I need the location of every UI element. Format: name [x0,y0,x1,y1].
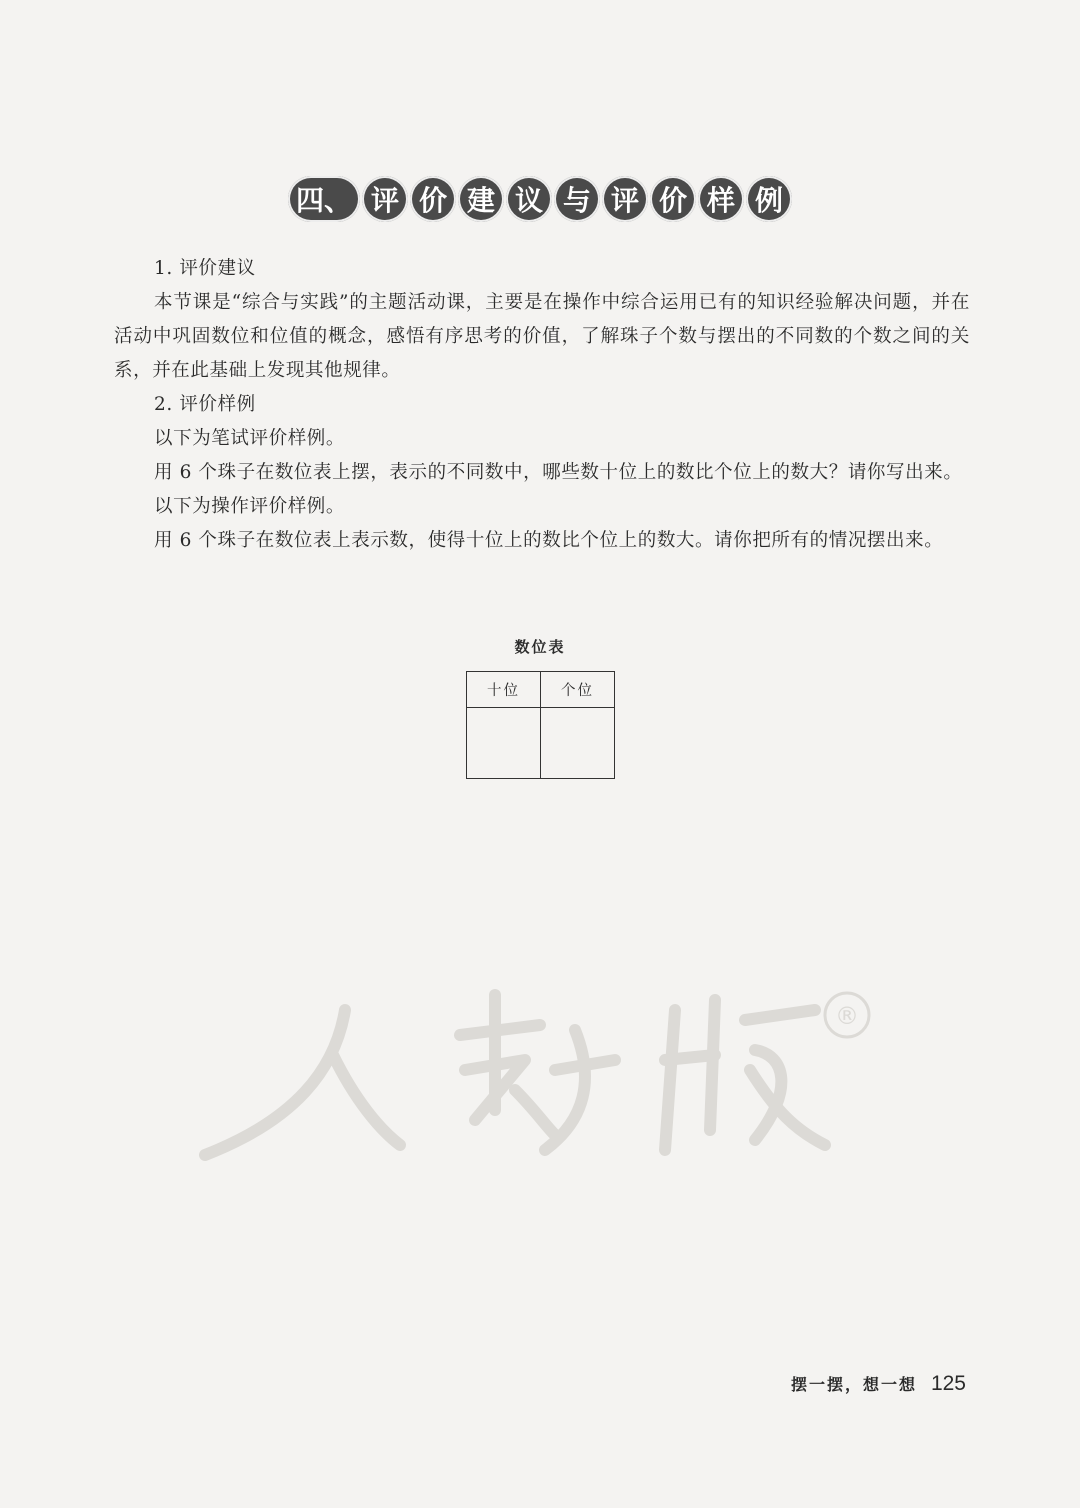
page-footer [791,1372,966,1396]
title-char: 与 [554,176,600,222]
table-caption: 数位表 [514,638,566,656]
operation-intro: 以下为操作评价样例。 [154,496,346,517]
title-char: 价 [410,176,456,222]
title-char: 建 [458,176,504,222]
operation-question: 用 6 个珠子在数位表上表示数，使得十位上的数比个位上的数大。请你把所有的情况摆出来。 [154,530,944,551]
page-number: 125 [930,1372,966,1395]
section2-heading: 2. 评价样例 [154,394,256,415]
body-text [114,252,970,558]
written-intro: 以下为笔试评价样例。 [154,428,346,449]
title-char: 样 [698,176,744,222]
section-title [0,176,1080,222]
written-question: 用 6 个珠子在数位表上摆，表示的不同数中，哪些数十位上的数比个位上的数大？请你写出来。 [154,462,963,483]
title-char: 价 [650,176,696,222]
ones-header: 个位 [541,672,615,708]
title-char: 四、 [288,176,360,222]
tens-cell [467,708,541,779]
title-char: 评 [362,176,408,222]
section1-heading: 1. 评价建议 [154,258,256,279]
tens-header: 十位 [467,672,541,708]
ones-cell [541,708,615,779]
chapter-title: 摆一摆，想一想 [790,1375,917,1394]
registered-mark: ® [835,1002,859,1030]
publisher-watermark [195,960,895,1180]
section1-paragraph: 本节课是“综合与实践”的主题活动课，主要是在操作中综合运用已有的知识经验解决问题，并在活动中巩固数位和位值的概念，感悟有序思考的价值，了解珠子个数与摆出的不同数的个数之间的关系，并在此基础上发现其他规律。 [114,292,970,381]
title-char: 议 [506,176,552,222]
place-value-table [466,671,615,779]
title-char: 评 [602,176,648,222]
title-char: 例 [746,176,792,222]
